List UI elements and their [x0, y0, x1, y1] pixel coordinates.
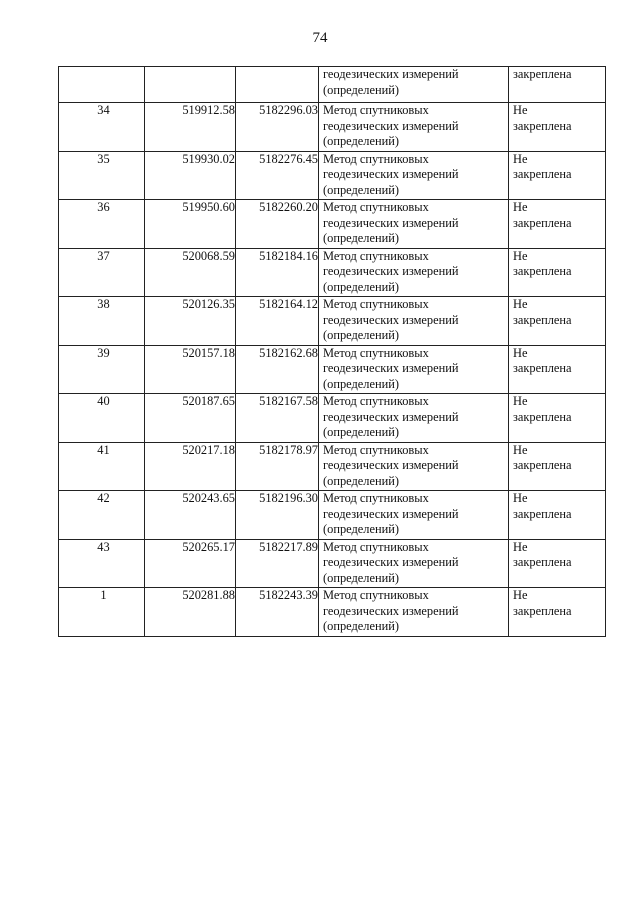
fixation-cell [509, 394, 606, 443]
table-row [59, 103, 606, 152]
table-row-continuation [59, 67, 606, 103]
method-cell [319, 394, 509, 443]
method-line: геодезических измерений [323, 409, 459, 424]
method-line: геодезических измерений [323, 167, 459, 181]
method-cell [319, 442, 509, 491]
method-line: геодезических измерений [323, 361, 459, 375]
fixation-cell [509, 491, 606, 540]
y-coordinate-cell: 5182243.39 [236, 588, 319, 637]
method-cell [319, 103, 509, 152]
y-coordinate-cell: 5182196.30 [236, 491, 319, 540]
table-row [59, 539, 606, 588]
method-line: геодезических измерений [323, 264, 459, 278]
method-line: Метод спутниковых [323, 103, 429, 117]
x-coordinate-cell: 520068.59 [145, 248, 236, 297]
method-line: Метод спутниковых [323, 345, 429, 360]
fixation-line: Не [513, 588, 528, 602]
table-row [59, 491, 606, 540]
x-coordinate-cell: 520217.18 [145, 442, 236, 491]
table-row [59, 345, 606, 394]
fixation-line: закреплена [513, 118, 572, 133]
y-coordinate-cell: 5182164.12 [236, 297, 319, 346]
y-coordinate-cell: 5182167.58 [236, 394, 319, 443]
point-number-cell: 37 [59, 248, 145, 297]
y-coordinate-cell: 5182178.97 [236, 442, 319, 491]
fixation-line: Не [513, 297, 528, 311]
x-coordinate-cell: 519912.58 [145, 103, 236, 152]
fixation-line: Не [513, 491, 528, 505]
point-number-cell: 42 [59, 491, 145, 540]
fixation-line: закреплена [513, 312, 572, 327]
x-coordinate-cell: 520243.65 [145, 491, 236, 540]
x-coordinate-cell: 519930.02 [145, 151, 236, 200]
method-cell [319, 67, 509, 103]
x-coordinate-cell [145, 67, 236, 103]
point-number-cell: 43 [59, 539, 145, 588]
page-number: 74 [312, 30, 328, 46]
method-line: Метод спутниковых [323, 200, 429, 214]
fixation-cell [509, 103, 606, 152]
x-coordinate-cell: 520265.17 [145, 539, 236, 588]
method-line: Метод спутниковых [323, 151, 429, 166]
method-line: Метод спутниковых [323, 539, 429, 554]
fixation-cell [509, 442, 606, 491]
y-coordinate-cell [236, 67, 319, 103]
y-coordinate-cell: 5182296.03 [236, 103, 319, 152]
fixation-line: Не [513, 200, 528, 214]
fixation-line: Не [513, 442, 528, 457]
method-line: геодезических измерений [323, 458, 459, 472]
x-coordinate-cell: 520281.88 [145, 588, 236, 637]
fixation-line: закреплена [513, 167, 572, 181]
method-cell [319, 588, 509, 637]
x-coordinate-cell: 520126.35 [145, 297, 236, 346]
method-cell [319, 200, 509, 249]
fixation-line: Не [513, 248, 528, 263]
point-number-cell: 41 [59, 442, 145, 491]
fixation-line: Не [513, 539, 528, 554]
fixation-cell [509, 345, 606, 394]
method-line: (определений) [323, 425, 399, 439]
method-line: геодезических измерений [323, 555, 459, 569]
fixation-line: закреплена [513, 67, 572, 81]
method-cell [319, 539, 509, 588]
point-number-cell: 34 [59, 103, 145, 152]
method-line: геодезических измерений [323, 603, 459, 618]
table-row [59, 297, 606, 346]
method-line: геодезических измерений [323, 215, 459, 230]
y-coordinate-cell: 5182184.16 [236, 248, 319, 297]
method-line: (определений) [323, 522, 399, 536]
fixation-line: Не [513, 151, 528, 166]
point-number-cell: 1 [59, 588, 145, 637]
method-line: (определений) [323, 182, 399, 197]
method-cell [319, 297, 509, 346]
method-line: геодезических измерений [323, 506, 459, 521]
method-cell [319, 248, 509, 297]
point-number-cell: 40 [59, 394, 145, 443]
method-line: Метод спутниковых [323, 248, 429, 263]
y-coordinate-cell: 5182162.68 [236, 345, 319, 394]
method-line: (определений) [323, 82, 399, 97]
fixation-line: закреплена [513, 458, 572, 472]
fixation-line: закреплена [513, 603, 572, 618]
fixation-line: закреплена [513, 361, 572, 375]
fixation-cell [509, 297, 606, 346]
fixation-line: закреплена [513, 409, 572, 424]
method-line: (определений) [323, 619, 399, 633]
fixation-line: Не [513, 394, 528, 408]
method-line: Метод спутниковых [323, 588, 429, 602]
point-number-cell [59, 67, 145, 103]
method-line: геодезических измерений [323, 312, 459, 327]
fixation-cell [509, 588, 606, 637]
coordinates-table-body [59, 67, 606, 637]
method-cell [319, 345, 509, 394]
coordinates-table [58, 66, 606, 637]
table-row [59, 200, 606, 249]
fixation-line: закреплена [513, 215, 572, 230]
table-row [59, 151, 606, 200]
point-number-cell: 38 [59, 297, 145, 346]
point-number-cell: 35 [59, 151, 145, 200]
y-coordinate-cell: 5182217.89 [236, 539, 319, 588]
method-line: Метод спутниковых [323, 491, 429, 505]
method-line: (определений) [323, 570, 399, 585]
x-coordinate-cell: 520157.18 [145, 345, 236, 394]
method-line: (определений) [323, 134, 399, 148]
x-coordinate-cell: 519950.60 [145, 200, 236, 249]
method-line: Метод спутниковых [323, 442, 429, 457]
method-line: (определений) [323, 328, 399, 342]
fixation-cell [509, 539, 606, 588]
y-coordinate-cell: 5182260.20 [236, 200, 319, 249]
method-line: (определений) [323, 279, 399, 294]
fixation-line: Не [513, 345, 528, 360]
point-number-cell: 39 [59, 345, 145, 394]
fixation-cell [509, 200, 606, 249]
method-cell [319, 491, 509, 540]
method-line: Метод спутниковых [323, 394, 429, 408]
point-number-cell: 36 [59, 200, 145, 249]
fixation-cell [509, 151, 606, 200]
fixation-line: закреплена [513, 555, 572, 569]
table-row [59, 248, 606, 297]
fixation-line: Не [513, 103, 528, 117]
fixation-line: закреплена [513, 264, 572, 278]
table-row [59, 394, 606, 443]
fixation-cell [509, 67, 606, 103]
fixation-line: закреплена [513, 506, 572, 521]
method-cell [319, 151, 509, 200]
fixation-cell [509, 248, 606, 297]
method-line: Метод спутниковых [323, 297, 429, 311]
method-line: геодезических измерений [323, 118, 459, 133]
x-coordinate-cell: 520187.65 [145, 394, 236, 443]
method-line: (определений) [323, 473, 399, 488]
method-line: (определений) [323, 231, 399, 245]
method-line: геодезических измерений [323, 67, 459, 81]
method-line: (определений) [323, 376, 399, 391]
table-row [59, 442, 606, 491]
table-row [59, 588, 606, 637]
y-coordinate-cell: 5182276.45 [236, 151, 319, 200]
